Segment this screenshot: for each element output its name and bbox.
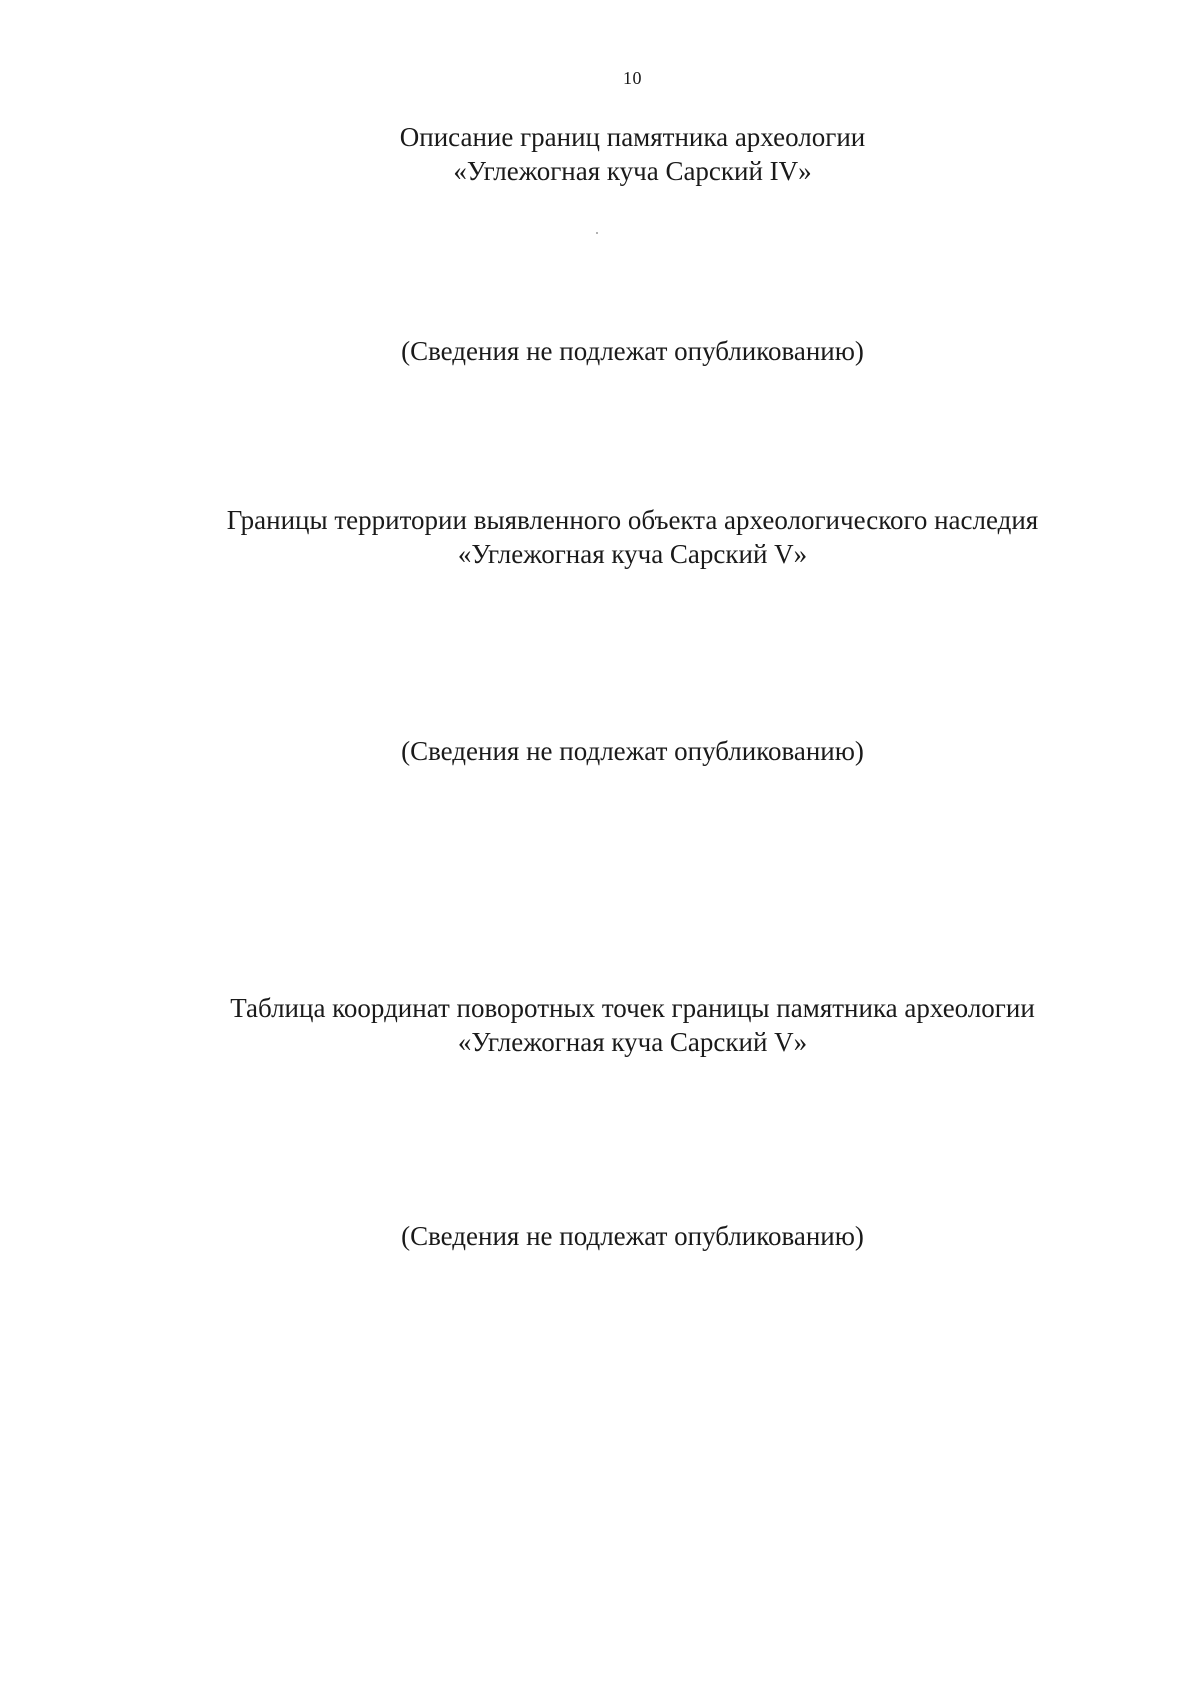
section-3-notice: (Сведения не подлежат опубликованию) bbox=[401, 1221, 864, 1251]
section-1-subtitle: «Углежогная куча Сарский IV» bbox=[453, 156, 812, 186]
section-1-heading bbox=[0, 120, 1200, 188]
scan-speck bbox=[596, 232, 598, 234]
section-1-title: Описание границ памятника археологии bbox=[399, 122, 866, 152]
section-1-notice: (Сведения не подлежат опубликованию) bbox=[401, 336, 864, 366]
section-3-subtitle: «Углежогная куча Сарский V» bbox=[457, 1027, 808, 1057]
section-2-notice: (Сведения не подлежат опубликованию) bbox=[401, 736, 864, 766]
section-2-subtitle: «Углежогная куча Сарский V» bbox=[457, 539, 808, 569]
section-2-heading bbox=[0, 503, 1200, 571]
section-2-title: Границы территории выявленного объекта археологического наследия bbox=[226, 505, 1039, 535]
page-number: 10 bbox=[623, 68, 642, 88]
section-3-heading bbox=[0, 991, 1200, 1059]
section-3-title: Таблица координат поворотных точек границы памятника археологии bbox=[230, 993, 1035, 1023]
